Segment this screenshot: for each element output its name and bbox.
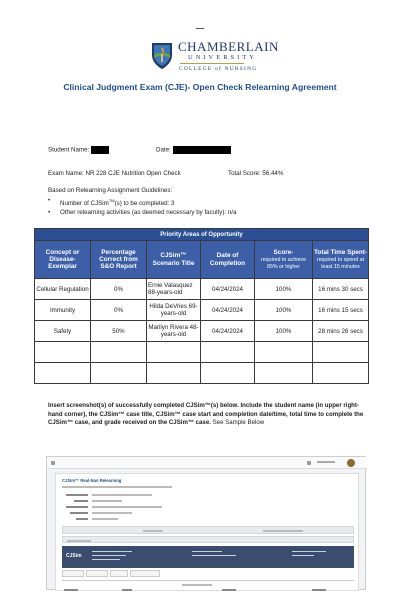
sample-tab bbox=[86, 570, 108, 577]
guideline-item-other: • Other relearning activities (as deemed necessary by faculty): n/a bbox=[48, 208, 236, 217]
sample-line bbox=[92, 500, 122, 502]
sample-avatar bbox=[347, 459, 355, 467]
sample-label bbox=[76, 518, 88, 520]
sample-label bbox=[70, 512, 88, 514]
table-row bbox=[35, 300, 369, 321]
sample-strip bbox=[62, 536, 354, 543]
cell-score: 100% bbox=[255, 300, 313, 321]
shield-torch-icon bbox=[150, 40, 174, 70]
sample-screenshot bbox=[46, 456, 366, 590]
sample-grid bbox=[62, 580, 354, 592]
page-title: Clinical Judgment Exam (CJE)- Open Check Relearning Agreement bbox=[63, 82, 337, 92]
sample-tab bbox=[110, 570, 128, 577]
date-row bbox=[156, 146, 231, 154]
sample-tabs bbox=[62, 570, 354, 577]
table-row bbox=[35, 279, 369, 300]
student-name-label: Student Name: bbox=[48, 146, 90, 154]
student-name-row bbox=[48, 146, 109, 154]
header-time: Total Time Spent-required to spend at least 15 minutes bbox=[313, 241, 369, 279]
cell-score: 100% bbox=[255, 321, 313, 342]
cell-time: 16 mins 15 secs bbox=[313, 300, 369, 321]
sample-label bbox=[74, 500, 88, 502]
guidelines-intro: Based on Relearning Assignment Guidelines: bbox=[48, 187, 173, 194]
cell-scenario: Marilyn Rivera 48-years-old bbox=[147, 321, 201, 342]
header-concept: Concept or Disease-Exemplar bbox=[35, 241, 91, 279]
cell-percentage: 0% bbox=[91, 300, 147, 321]
header-scenario: CJSim™ Scenario Title bbox=[147, 241, 201, 279]
sample-tab bbox=[130, 570, 160, 577]
header-score: Score- required to achieve 85% or higher bbox=[255, 241, 313, 279]
sample-line bbox=[92, 494, 152, 496]
exam-name: Exam Name: NR 228 CJE Nutrition Open Check bbox=[48, 170, 181, 177]
cell-time: 28 mins 26 secs bbox=[313, 321, 369, 342]
logo-university: UNIVERSITY bbox=[188, 54, 257, 61]
sample-line bbox=[92, 518, 118, 520]
cell-percentage: 50% bbox=[91, 321, 147, 342]
sample-bell-icon bbox=[307, 461, 311, 465]
cell-concept: Cellular Regulation bbox=[35, 279, 91, 300]
cell-time: 16 mins 30 secs bbox=[313, 279, 369, 300]
sample-line bbox=[62, 486, 172, 488]
cell-concept: Immunity bbox=[35, 300, 91, 321]
sample-panel bbox=[55, 473, 359, 591]
sample-username-placeholder bbox=[317, 461, 335, 463]
table-row bbox=[35, 321, 369, 342]
instructions-see-sample: See Sample Below bbox=[210, 419, 265, 426]
sample-tab bbox=[62, 570, 84, 577]
cell-scenario: Ernie Valasquez 88-years-old bbox=[147, 279, 201, 300]
cell-date: 04/24/2024 bbox=[201, 279, 255, 300]
instructions-bold: Insert screenshot(s) of successfully completed CJSim™(s) below. Include the student name (in upper right-hand corner), the CJSim™ case title, CJSim™ case start and completion date/time, total time to complete the CJSim™ case, and grade received on the CJSim™ case. bbox=[48, 402, 364, 426]
table-row-empty bbox=[35, 342, 369, 363]
sample-menu-icon bbox=[51, 461, 55, 465]
sample-line bbox=[92, 512, 132, 514]
header-dash bbox=[196, 28, 204, 29]
sample-case-banner bbox=[62, 546, 354, 568]
table-banner: Priority Areas of Opportunity bbox=[35, 229, 369, 241]
screenshot-instructions bbox=[48, 402, 364, 428]
redacted-student-name bbox=[91, 146, 109, 154]
guideline-item-cjsim-count: • Number of CJSim™(s) to be completed: 3 bbox=[48, 196, 236, 208]
sample-label bbox=[66, 494, 88, 496]
date-label: Date: bbox=[156, 146, 171, 154]
priority-areas-table bbox=[34, 228, 369, 384]
redacted-date bbox=[173, 146, 231, 154]
cell-percentage: 0% bbox=[91, 279, 147, 300]
sample-cjsim-badge: CJSim bbox=[66, 553, 82, 559]
cell-date: 04/24/2024 bbox=[201, 321, 255, 342]
cell-date: 04/24/2024 bbox=[201, 300, 255, 321]
cell-scenario: Hilda DeVries 69-years-old bbox=[147, 300, 201, 321]
logo-name: CHAMBERLAIN bbox=[178, 39, 279, 54]
guidelines-list bbox=[48, 196, 236, 217]
table-header-row bbox=[35, 241, 369, 279]
logo-college: COLLEGE of NURSING bbox=[179, 66, 258, 72]
cell-score: 100% bbox=[255, 279, 313, 300]
sample-label bbox=[66, 506, 88, 508]
header-date: Date of Completion bbox=[201, 241, 255, 279]
sample-topbar bbox=[47, 457, 367, 469]
cell-concept: Safety bbox=[35, 321, 91, 342]
header-percentage: Percentage Correct from S&O Report bbox=[91, 241, 147, 279]
logo-rule bbox=[180, 63, 244, 64]
sample-panel-title: CJSim™ Real-Nan Relearning bbox=[62, 478, 122, 483]
total-score: Total Score: 56.44% bbox=[228, 170, 284, 177]
table-row-empty bbox=[35, 363, 369, 384]
sample-strip bbox=[62, 526, 354, 534]
sample-line bbox=[92, 506, 162, 508]
